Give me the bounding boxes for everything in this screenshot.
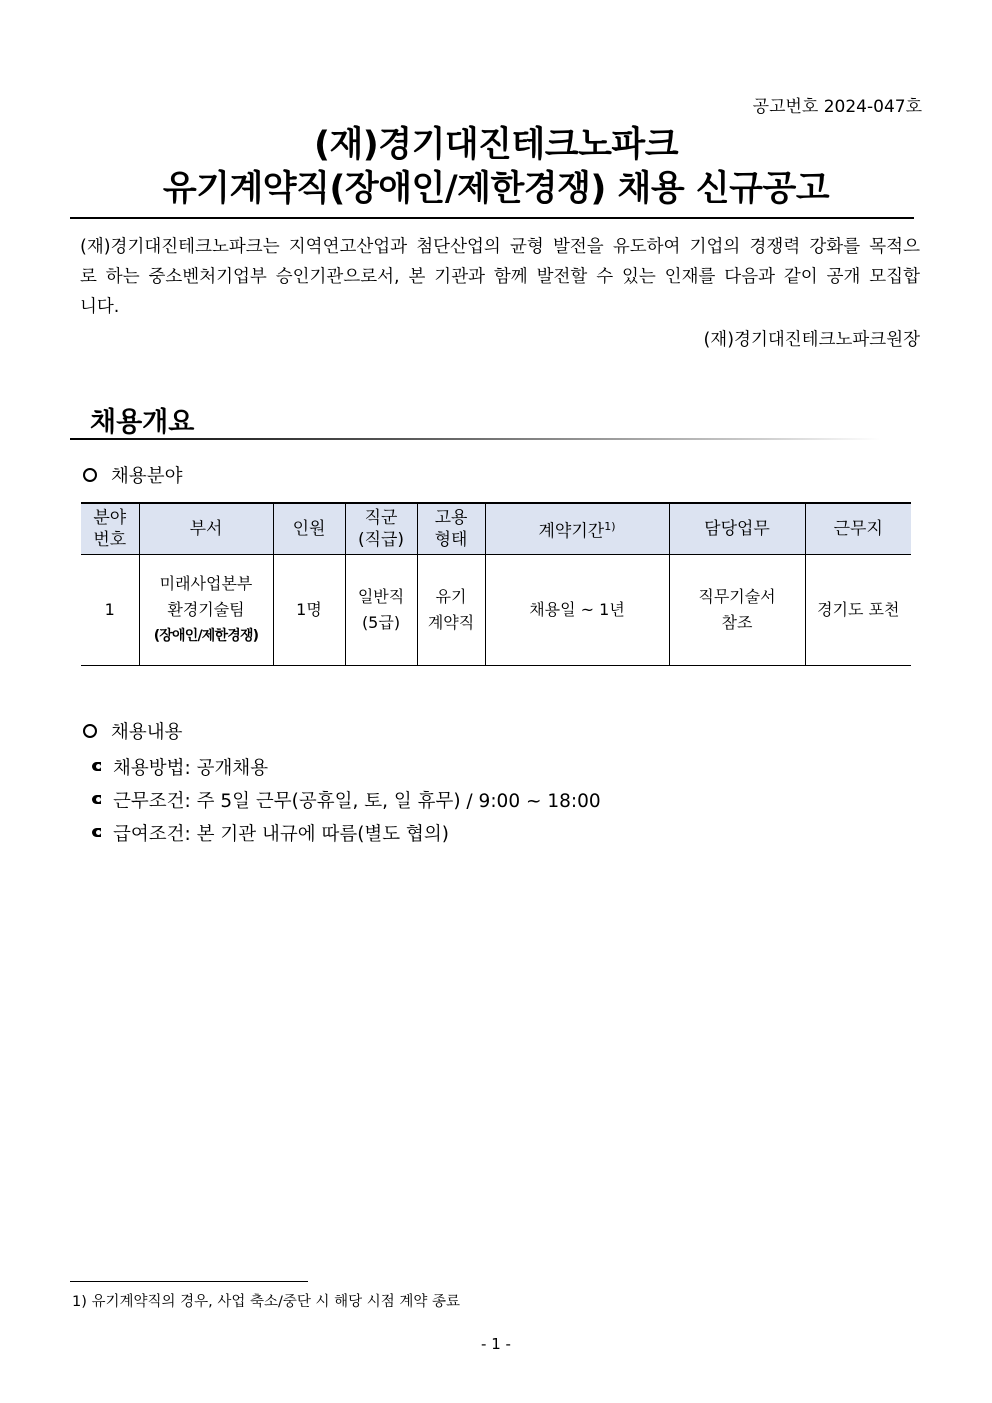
circle-icon — [83, 468, 97, 482]
header-dept: 부서 — [139, 503, 273, 555]
header-headcount: 인원 — [273, 503, 345, 555]
bullet-icon — [92, 761, 103, 772]
subsection-title: 채용분야 — [111, 466, 183, 487]
header-contract: 계약기간$^{1)}$ — [485, 503, 669, 555]
table-row — [81, 555, 911, 666]
title-line-2: 유기계약직(장애인/제한경쟁) 채용 신규공고 — [162, 169, 830, 209]
footnote: 1) 유기계약직의 경우, 사업 축소/중단 시 해당 시점 계약 종료 — [72, 1294, 461, 1310]
list-item: 채용방법: 공개채용 — [92, 750, 601, 783]
circle-icon — [83, 724, 97, 738]
footnote-divider — [70, 1281, 308, 1282]
subsection-recruit-content — [83, 718, 182, 744]
list-item: 급여조건: 본 기관 내규에 따름(별도 협의) — [92, 816, 601, 849]
notice-number: 공고번호 2024-047호 — [752, 97, 922, 117]
title-line-1: (재)경기대진테크노파크 — [313, 125, 679, 165]
intro-paragraph: (재)경기대진테크노파크는 지역연고산업과 첨단산업의 균형 발전을 유도하여 기업의 경쟁력 강화를 목적으로 하는 중소벤처기업부 승인기관으로서, 본 기관과 함께 발전할 수 있는 인재를 다음과 같이 공개 모집합니다. — [80, 237, 920, 317]
bullet-icon — [92, 794, 103, 805]
signature: (재)경기대진테크노파크원장 — [703, 330, 920, 350]
bullet-icon — [92, 827, 103, 838]
header-employment: 고용 형태 — [417, 503, 485, 555]
subsection-title: 채용내용 — [111, 722, 183, 743]
section-divider — [70, 438, 880, 440]
section-title: 채용개요 — [90, 407, 195, 438]
header-job: 직군 (직급) — [345, 503, 417, 555]
cell-contract: 채용일 ~ 1년 — [485, 555, 669, 666]
cell-employment: 유기 계약직 — [417, 555, 485, 666]
header-location: 근무지 — [805, 503, 911, 555]
cell-location: 경기도 포천 — [805, 555, 911, 666]
header-field-no: 분야 번호 — [81, 503, 139, 555]
recruit-content-list — [92, 750, 601, 849]
list-item: 근무조건: 주 5일 근무(공휴일, 토, 일 휴무) / 9:00 ~ 18:00 — [92, 783, 601, 816]
footnote-ref: 1) — [604, 519, 616, 533]
cell-job: 일반직 (5급) — [345, 555, 417, 666]
subsection-recruit-field — [83, 462, 182, 488]
page-number: - 1 - — [481, 1335, 511, 1353]
cell-dept: 미래사업본부 환경기술팀 (장애인/제한경쟁) — [139, 555, 273, 666]
cell-headcount: 1명 — [273, 555, 345, 666]
cell-duty: 직무기술서 참조 — [669, 555, 805, 666]
table-header-row — [81, 503, 911, 555]
cell-no: 1 — [81, 555, 139, 666]
recruit-table — [81, 502, 911, 666]
title-divider — [70, 217, 914, 219]
header-duty: 담당업무 — [669, 503, 805, 555]
